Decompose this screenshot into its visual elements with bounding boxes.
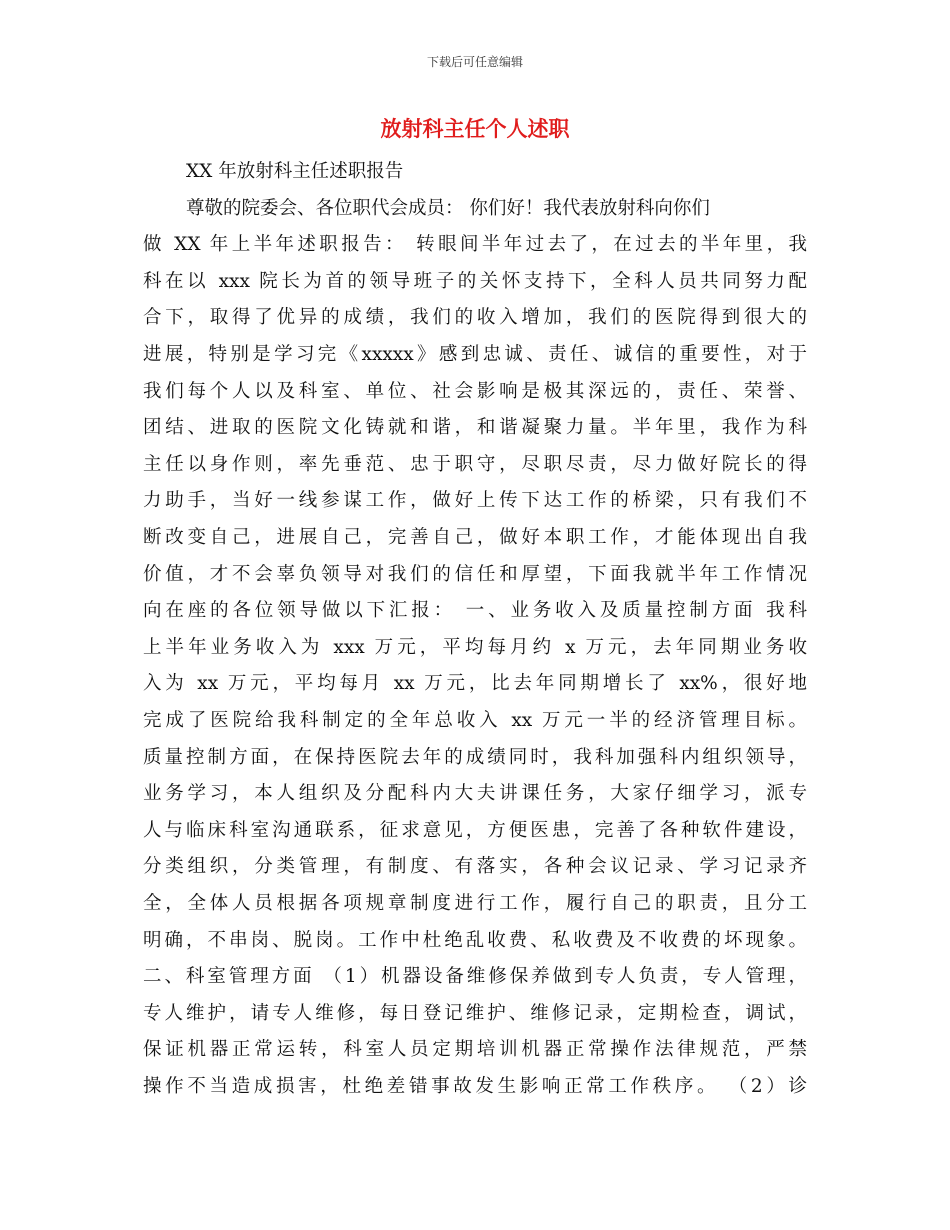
body-line: 尊敬的院委会、各位职代会成员： 你们好！我代表放射科向你们	[186, 197, 710, 219]
body-line: 断改变自己，进展自己，完善自己，做好本职工作，才能体现出自我	[143, 527, 807, 548]
body-line: 合下，取得了优异的成绩，我们的收入增加，我们的医院得到很大的	[143, 307, 807, 329]
body-line: 明确，不串岗、脱岗。工作中杜绝乱收费、私收费及不收费的坏现象。	[143, 929, 807, 951]
body-line: 分类组织，分类管理，有制度、有落实，各种会议记录、学习记录齐	[143, 856, 807, 878]
body-line: XX 年放射科主任述职报告	[186, 161, 404, 182]
body-line: 操作不当造成损害，杜绝差错事故发生影响正常工作秩序。 （2）诊	[143, 1076, 807, 1097]
body-line: 主任以身作则，率先垂范、忠于职守，尽职尽责，尽力做好院长的得	[143, 453, 807, 475]
body-line: 业务学习，本人组织及分配科内大夫讲课任务，大家仔细学习，派专	[143, 783, 807, 805]
body-line: 我们每个人以及科室、单位、社会影响是极其深远的，责任、荣誉、	[143, 380, 807, 402]
document-title: 放射科主任个人述职	[380, 117, 570, 141]
body-line: 入为 xx 万元，平均每月 xx 万元，比去年同期增长了 xx%，很好地	[143, 673, 807, 695]
body-line: 力助手，当好一线参谋工作，做好上传下达工作的桥梁，只有我们不	[143, 490, 807, 512]
body-line: 向在座的各位领导做以下汇报： 一、业务收入及质量控制方面 我科	[143, 600, 807, 622]
body-line: 二、科室管理方面 （1）机器设备维修保养做到专人负责，专人管理，	[143, 966, 807, 988]
body-line: 价值，才不会辜负领导对我们的信任和厚望，下面我就半年工作情况	[143, 563, 807, 585]
body-line: 人与临床科室沟通联系，征求意见，方便医患，完善了各种软件建设，	[143, 819, 807, 841]
body-line: 上半年业务收入为 xxx 万元，平均每月约 x 万元，去年同期业务收	[143, 636, 807, 658]
body-line: 团结、进取的医院文化铸就和谐，和谐凝聚力量。半年里，我作为科	[143, 417, 807, 439]
page-header: 下载后可任意编辑	[426, 55, 523, 69]
body-line: 保证机器正常运转，科室人员定期培训机器正常操作法律规范，严禁	[143, 1039, 807, 1061]
body-line: 全，全体人员根据各项规章制度进行工作，履行自己的职责，且分工	[143, 893, 807, 914]
body-line: 专人维护，请专人维修，每日登记维护、维修记录，定期检查，调试，	[143, 1002, 807, 1024]
body-line: 科在以 xxx 院长为首的领导班子的关怀支持下，全科人员共同努力配	[143, 270, 807, 292]
body-line: 做 XX 年上半年述职报告： 转眼间半年过去了，在过去的半年里，我	[143, 234, 807, 256]
body-line: 进展，特别是学习完《xxxxx》感到忠诚、责任、诚信的重要性，对于	[143, 344, 807, 365]
body-line: 完成了医院给我科制定的全年总收入 xx 万元一半的经济管理目标。	[143, 710, 807, 731]
body-line: 质量控制方面，在保持医院去年的成绩同时，我科加强科内组织领导，	[143, 746, 807, 768]
